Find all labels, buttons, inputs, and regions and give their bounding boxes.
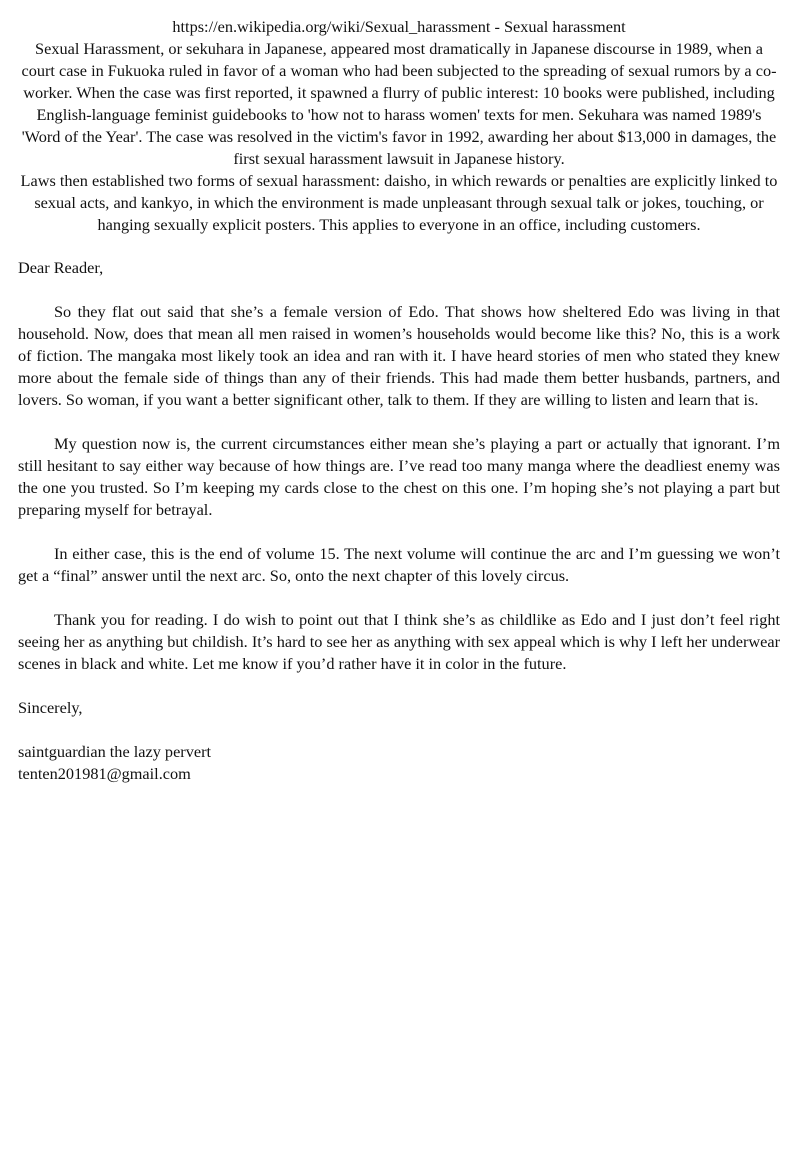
note-paragraph: Laws then established two forms of sexual harassment: daisho, in which rewards or penalties are explicitly linked to sexual acts, and kankyo, in which the environment is made unpleasant through sexual talk or jokes, touching, or hanging sexually explicit posters. This applies to everyone in an office, including customers. bbox=[20, 171, 778, 234]
letter-salutation: Dear Reader, bbox=[18, 258, 104, 277]
letter-paragraph: In either case, this is the end of volume 15. The next volume will continue the arc and I’m guessing we won’t get a “final” answer until the next arc. So, onto the next chapter of this lovely circus. bbox=[18, 544, 780, 585]
signature-email: tenten201981@gmail.com bbox=[18, 764, 191, 783]
note-source-line: https://en.wikipedia.org/wiki/Sexual_harassment - Sexual harassment bbox=[172, 17, 626, 36]
signature-name: saintguardian the lazy pervert bbox=[18, 742, 212, 761]
letter-body bbox=[18, 257, 780, 785]
letter-paragraph: Thank you for reading. I do wish to point out that I think she’s as childlike as Edo and I just don’t feel right seeing her as anything but childish. It’s hard to see her as anything with sex appeal which is why I left her underwear scenes in black and white. Let me know if you’d rather have it in color in the future. bbox=[18, 610, 780, 673]
letter-closing: Sincerely, bbox=[18, 698, 83, 717]
letter-paragraph: So they flat out said that she’s a female version of Edo. That shows how sheltered Edo was living in that household. Now, does that mean all men raised in women’s households would become like this? No, this is a work of fiction. The mangaka most likely took an idea and ran with it. I have heard stories of men who stated they knew more about the female side of things than any of their friends. This had made them better husbands, partners, and lovers. So woman, if you want a better significant other, talk to them. If they are willing to listen and learn that is. bbox=[18, 302, 780, 409]
note-paragraph: Sexual Harassment, or sekuhara in Japanese, appeared most dramatically in Japanese discourse in 1989, when a court case in Fukuoka ruled in favor of a woman who had been subjected to the spreading of sexual rumors by a co-worker. When the case was first reported, it spawned a flurry of public interest: 10 books were published, including English-language feminist guidebooks to 'how not to harass women' texts for men. Sekuhara was named 1989's 'Word of the Year'. The case was resolved in the victim's favor in 1992, awarding her about $13,000 in damages, the first sexual harassment lawsuit in Japanese history. bbox=[21, 39, 777, 168]
translation-notes bbox=[18, 16, 780, 236]
document-page bbox=[18, 16, 780, 785]
letter-paragraph: My question now is, the current circumstances either mean she’s playing a part or actually that ignorant. I’m still hesitant to say either way because of how things are. I’ve read too many manga where the deadliest enemy was the one you trusted. So I’m keeping my cards close to the chest on this one. I’m hoping she’s not playing a part but preparing myself for betrayal. bbox=[18, 434, 780, 519]
